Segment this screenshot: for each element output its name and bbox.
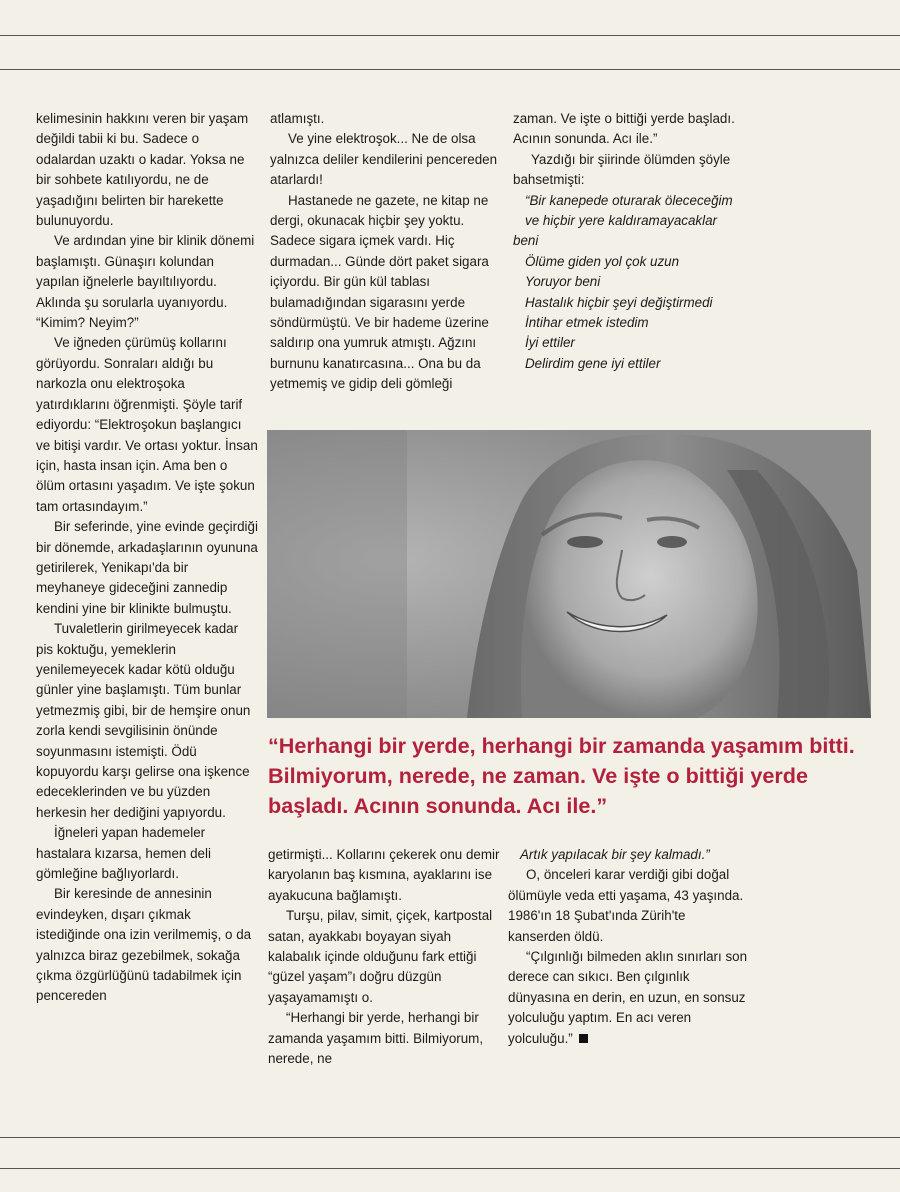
- article-column-2-top: [270, 109, 506, 395]
- article-column-3-bottom: [508, 845, 748, 1049]
- paragraph: İğneleri yapan hademeler hastalara kızarsa, hemen deli gömleğine bağlıyorlardı.: [36, 825, 211, 882]
- article-column-2-bottom: [268, 845, 504, 1069]
- paragraph: Tuvaletlerin girilmeyecek kadar pis koktuğu, yemeklerin yenilemeyecek kadar kötü olduğu günler yine başlamıştı. Tüm bunlar yetmezmiş gibi, bir de hemşire onun zorla kendi sevgilisinin önünde soyunmasını istemişti. Ödü kopuyordu karşı gelirse ona işkence edeceklerinden ve bu yüzden herkesin her dediğini yapıyordu.: [36, 621, 251, 820]
- pull-quote: “Herhangi bir yerde, herhangi bir zamanda yaşamım bitti. Bilmiyorum, nerede, ne zaman. Ve işte o bittiği yerde başladı. Acının sonunda. Acı ile.”: [268, 733, 855, 818]
- poem-line: İyi ettiler: [525, 335, 575, 351]
- bottom-rule: [0, 1168, 900, 1169]
- paragraph: O, önceleri karar verdiği gibi doğal ölümüyle veda etti yaşama, 43 yaşında. 1986'ın 18 Şubat'ında Zürih'te kanserden öldü.: [508, 867, 744, 944]
- paragraph: [508, 947, 748, 1049]
- paragraph: Bir keresinde de annesinin evindeyken, dışarı çıkmak istediğinde ona izin verilmemiş, o da yalnızca biraz gezebilmek, sokağa çıkma özgürlüğünü tadabilmek için pencereden: [36, 886, 252, 1004]
- closing-quote-text: “Çılgınlığı bilmeden aklın sınırları son derece can sıkıcı. Ben çılgınlık dünyasına en derin, en uzun, en sonsuz yolculuğu yaptım. En acı veren yolculuğu.”: [508, 949, 748, 1046]
- portrait-photo: [267, 430, 871, 718]
- poem-line: ve hiçbir yere kaldıramayacaklar beni: [513, 213, 718, 249]
- poem-line: Hastalık hiçbir şeyi değiştirmedi: [525, 294, 713, 310]
- paragraph: Ve yine elektroşok... Ne de olsa yalnızca deliler kendilerini pencereden atarlardı!: [270, 131, 498, 188]
- paragraph: Turşu, pilav, simit, çiçek, kartpostal satan, ayakkabı boyayan siyah kalabalık içinde olduğunu fark ettiği “güzel yaşam”ı doğru düzgün yaşayamamıştı o.: [268, 908, 493, 1005]
- end-mark-icon: [579, 1034, 588, 1043]
- poem-line: İntihar etmek istedim: [525, 315, 649, 331]
- paragraph: getirmişti... Kollarını çekerek onu demir karyolanın baş kısmına, ayaklarını ise ayakucuna bağlamıştı.: [268, 847, 500, 903]
- header-rule: [0, 69, 900, 70]
- paragraph: Bir seferinde, yine evinde geçirdiği bir dönemde, arkadaşlarının oyununa getirilerek, Yenikapı'da bir meyhaneye gideceğini zannedip kendini yine bir klinikte bulmuştu.: [36, 519, 258, 616]
- poem-line: “Bir kanepede oturarak ölececeğim: [525, 192, 733, 208]
- paragraph: Hastanede ne gazete, ne kitap ne dergi, okunacak hiçbir şey yoktu. Sadece sigara içmek vardı. Hiç durmadan... Günde dört paket sigara içiyordu. Bir gün kül tablası bulamadığından sigarasını yerde söndürmüştü. Ve bir hademe üzerine saldırıp ona yumruk atmıştı. Ağzını burnunu kanatırcasına... Ona bu da yetmemiş ve gidip deli gömleği: [270, 192, 489, 392]
- paragraph: Ve iğneden çürümüş kollarını görüyordu. Sonraları aldığı bu narkozla onu elektroşoka yatırdıklarını öğrenmişti. Şöyle tarif ediyordu: “Elektroşokun başlangıcı ve bitişi vardır. Ve ortası yoktur. İnsan için, hasta insan için. Ama ben o ölüm ortasını yaşadım. Ve işte şokun tam ortasındayım.”: [36, 335, 258, 514]
- paragraph: Yazdığı bir şiirinde ölümden şöyle bahsetmişti:: [513, 151, 731, 188]
- paragraph: “Herhangi bir yerde, herhangi bir zamanda yaşamım bitti. Bilmiyorum, nerede, ne: [268, 1010, 484, 1067]
- article-column-3-top: [513, 109, 743, 374]
- poem-line: Yoruyor beni: [525, 274, 601, 290]
- portrait-illustration: [267, 430, 871, 718]
- top-rule: [0, 35, 900, 36]
- article-column-1: [36, 109, 258, 1007]
- paragraph: atlamıştı.: [270, 111, 325, 126]
- paragraph: kelimesinin hakkını veren bir yaşam değildi tabii ki bu. Sadece o odalardan uzaktı o kadar. Yoksa ne bir sohbete katılıyordu, ne de yaşadığını belirten bir harekette bulunuyordu.: [36, 111, 249, 229]
- paragraph: zaman. Ve işte o bittiği yerde başladı. Acının sonunda. Acı ile.”: [513, 111, 735, 147]
- paragraph: Ve ardından yine bir klinik dönemi başlamıştı. Günaşırı kolundan yapılan iğnelerle bayıltılıyordu. Aklında şu sorularla uyanıyordu. “Kimim? Neyim?”: [36, 233, 255, 331]
- poem-line: Artık yapılacak bir şey kalmadı.”: [520, 847, 710, 862]
- footer-rule: [0, 1137, 900, 1138]
- poem-line: Ölüme giden yol çok uzun: [525, 253, 680, 269]
- poem-line: Delirdim gene iyi ettiler: [525, 355, 661, 371]
